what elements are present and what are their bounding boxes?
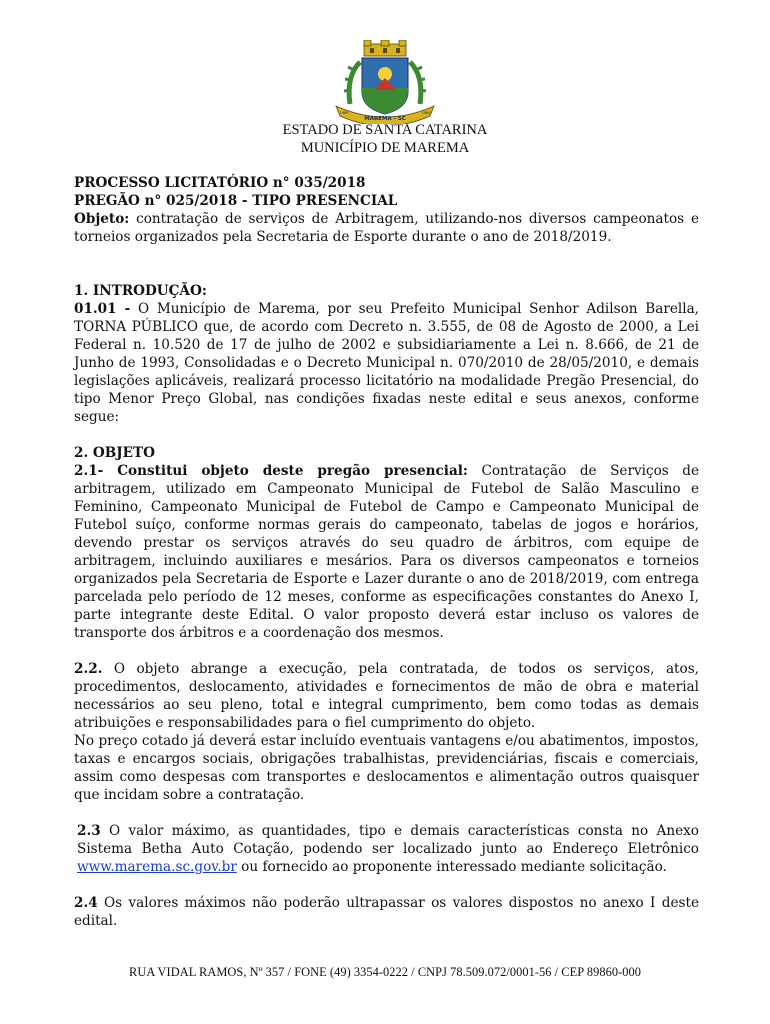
- paragraph-2-1-text: Contratação de Serviços de arbitragem, utilizado em Campeonato Municipal de Futebol de Salão Masculino e Feminino, Campeonato Municipal de Futebol de Campo e Campeonato Municipal de Futebol suíço, conforme normas gerais do campeonato, tabelas de jogos e horários, devendo prestar os serviços através do seu quadro de árbitros, com equipe de arbitragem, incluindo auxiliares e mesários. Para os diversos campeonatos e torneios organizados pela Secretaria de Esporte e Lazer durante o ano de 2018/2019, com entrega parcelada pelo período de 12 meses, conforme as especificações constantes do Anexo I, parte integrante deste Edital. O valor proposto deverá estar incluso os valores de transporte dos árbitros e a coordenação dos mesmos.: [74, 463, 699, 641]
- crest-right-date: 1989: [421, 111, 431, 115]
- paragraph-2-3-text-after: ou fornecido ao proponente interessado mediante solicitação.: [236, 859, 667, 875]
- process-number: PROCESSO LICITATÓRIO n° 035/2018: [74, 175, 366, 191]
- paragraph-2-3-label: 2.3: [77, 823, 101, 839]
- paragraph-2-1: [74, 462, 699, 642]
- header-municipality: MUNICÍPIO DE MAREMA: [300, 140, 470, 156]
- paragraph-2-2-label: 2.2.: [74, 661, 103, 677]
- object-text: contratação de serviços de Arbitragem, utilizando-nos diversos campeonatos e torneios organizados pela Secretaria de Esporte durante o ano de 2018/2019.: [74, 211, 699, 245]
- section-1-heading: 1. INTRODUÇÃO:: [74, 283, 207, 299]
- footer-address: RUA VIDAL RAMOS, Nº 357 / FONE (49) 3354-0222 / CNPJ 78.509.072/0001-56 / CEP 89860-000: [129, 965, 641, 979]
- crest-left-date: 1989: [339, 111, 349, 115]
- section-2-heading: 2. OBJETO: [74, 445, 156, 461]
- paragraph-2-1-label: 2.1- Constitui objeto deste pregão presencial:: [74, 463, 468, 479]
- paragraph-2-2-text: O objeto abrange a execução, pela contratada, de todos os serviços, atos, procedimentos, deslocamento, atividades e fornecimentos de mão de obra e material necessários ao seu pleno, total e integral cumprimento, bem como todas as demais atribuições e responsabilidades para o fiel cumprimento do objeto.: [74, 661, 699, 731]
- paragraph-2-4-text: Os valores máximos não poderão ultrapassar os valores dispostos no anexo I deste edital.: [74, 895, 699, 929]
- paragraph-2-2: [74, 660, 699, 732]
- document-body: [74, 174, 699, 930]
- pregao-number: PREGÃO n° 025/2018 - TIPO PRESENCIAL: [74, 193, 398, 209]
- section-1-paragraph: [74, 300, 699, 426]
- paragraph-2-3-text: O valor máximo, as quantidades, tipo e demais características consta no Anexo Sistema Betha Auto Cotação, podendo ser localizado junto ao Endereço Eletrônico: [77, 823, 699, 857]
- paragraph-2-4-label: 2.4: [74, 895, 98, 911]
- object-paragraph: [74, 210, 699, 246]
- marema-website-link[interactable]: www.marema.sc.gov.br: [77, 859, 237, 875]
- paragraph-2-3: [74, 822, 699, 876]
- paragraph-2-2-price: No preço cotado já deverá estar incluído eventuais vantagens e/ou abatimentos, impostos, taxas e encargos sociais, obrigações trabalhistas, previdenciárias, fiscais e comerciais, assim como despesas com transportes e deslocamentos e alimentação outros quaisquer que incidam sobre a contratação.: [74, 733, 699, 803]
- paragraph-2-4: [74, 894, 699, 930]
- object-label: Objeto:: [74, 211, 130, 227]
- crest-banner-text: MAREMA - SC: [364, 116, 406, 122]
- header-state: ESTADO DE SANTA CATARINA: [282, 122, 488, 138]
- municipal-crest-icon: [330, 40, 440, 124]
- item-0101-text: O Município de Marema, por seu Prefeito Municipal Senhor Adilson Barella, TORNA PÚBLICO que, de acordo com Decreto n. 3.555, de 08 de Agosto de 2000, a Lei Federal n. 10.520 de 17 de julho de 2002 e subsidiariamente a Lei n. 8.666, de 21 de Junho de 1993, Consolidadas e o Decreto Municipal n. 070/2010 de 28/05/2010, e demais legislações aplicáveis, realizará processo licitatório na modalidade Pregão Presencial, do tipo Menor Preço Global, nas condições fixadas neste edital e seus anexos, conforme segue:: [74, 301, 699, 425]
- item-0101-label: 01.01 -: [74, 301, 131, 317]
